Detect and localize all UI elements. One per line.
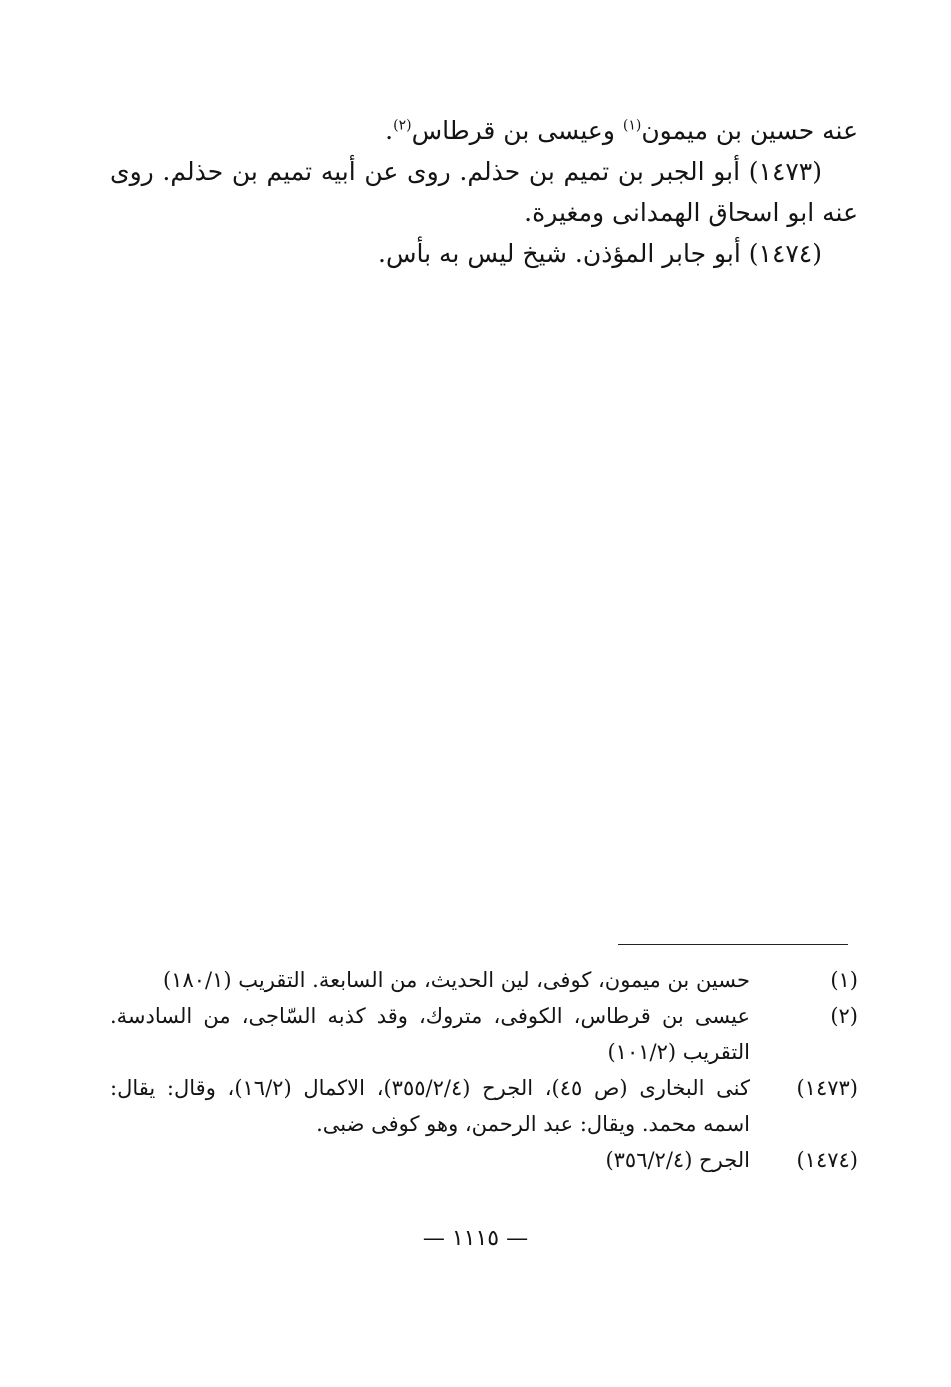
footnote [110, 1142, 858, 1178]
footnote-ref-2: (٢) [393, 117, 412, 134]
footnote-number: (١) [830, 968, 858, 992]
continuation-paragraph [110, 110, 858, 151]
continuation-text: عنه حسين بن ميمون [641, 116, 858, 145]
footnote [110, 962, 858, 998]
footnote [110, 1070, 858, 1142]
entry-1474: (١٤٧٤) أبو جابر المؤذن. شيخ ليس به بأس. [378, 239, 822, 268]
footnote-text: حسين بن ميمون، كوفى، لين الحديث، من السابعة. التقريب (١٨٠/١) [162, 968, 750, 992]
footnote-number: (٢) [830, 1004, 858, 1028]
footnote-text: كنى البخارى (ص ٤٥)، الجرح (٣٥٥/٢/٤)، الاكمال (١٦/٢)، وقال: يقال: اسمه محمد. ويقال: عبد الرحمن، وهو كوفى ضبى. [110, 1076, 751, 1136]
footnote-text: الجرح (٣٥٦/٢/٤) [605, 1148, 750, 1172]
footnote-ref-1: (١) [622, 117, 642, 134]
footnote [110, 998, 858, 1070]
continuation-text-2: وعيسى بن قرطاس [411, 116, 623, 145]
page-number: — ١١١٥ — [422, 1226, 529, 1251]
continuation-end: . [385, 116, 394, 145]
footnotes [110, 962, 858, 1178]
entry-1473: (١٤٧٣) أبو الجبر بن تميم بن حذلم. روى عن أبيه تميم بن حذلم. روى عنه ابو اسحاق الهمدانى ومغيرة. [110, 157, 858, 227]
footnote-number: (١٤٧٣) [796, 1076, 858, 1100]
main-text [110, 110, 858, 274]
footnote-divider [618, 944, 848, 945]
footnote-number: (١٤٧٤) [796, 1148, 858, 1172]
footnote-text: عيسى بن قرطاس، الكوفى، متروك، وقد كذبه السّاجى، من السادسة. التقريب (١٠١/٢) [110, 1004, 750, 1064]
